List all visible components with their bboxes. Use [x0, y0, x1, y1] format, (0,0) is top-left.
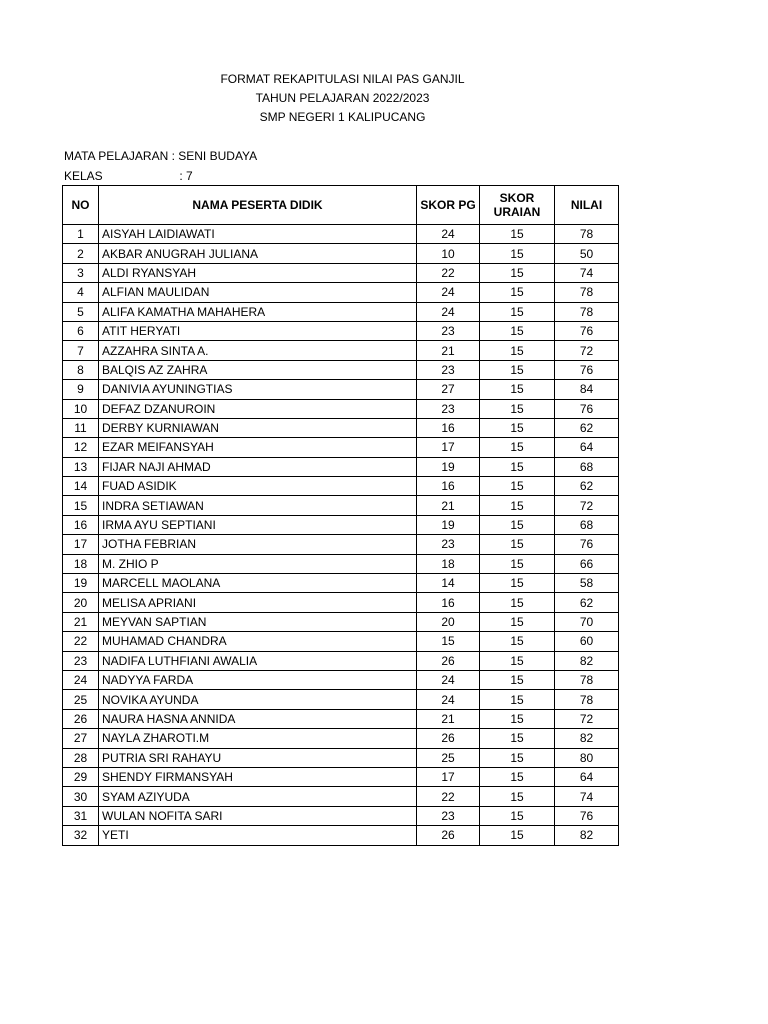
cell-student-name: YETI — [99, 826, 417, 845]
cell-student-name: PUTRIA SRI RAHAYU — [99, 748, 417, 767]
cell-skor-pg: 21 — [417, 496, 480, 515]
table-row — [63, 418, 619, 437]
cell-skor-pg: 22 — [417, 787, 480, 806]
cell-skor-uraian: 15 — [480, 612, 555, 631]
cell-no: 3 — [63, 263, 99, 282]
cell-student-name: DANIVIA AYUNINGTIAS — [99, 380, 417, 399]
table-row — [63, 670, 619, 689]
cell-skor-uraian: 15 — [480, 380, 555, 399]
cell-nilai: 62 — [555, 418, 619, 437]
cell-skor-uraian: 15 — [480, 225, 555, 244]
cell-skor-pg: 24 — [417, 690, 480, 709]
cell-skor-uraian: 15 — [480, 496, 555, 515]
cell-nilai: 78 — [555, 670, 619, 689]
cell-skor-uraian: 15 — [480, 670, 555, 689]
cell-skor-uraian: 15 — [480, 709, 555, 728]
document-title: FORMAT REKAPITULASI NILAI PAS GANJIL — [220, 72, 465, 86]
cell-skor-pg: 10 — [417, 244, 480, 263]
cell-nilai: 80 — [555, 748, 619, 767]
cell-student-name: M. ZHIO P — [99, 554, 417, 573]
cell-skor-pg: 18 — [417, 554, 480, 573]
table-row — [63, 612, 619, 631]
cell-nilai: 70 — [555, 612, 619, 631]
cell-student-name: NADYYA FARDA — [99, 670, 417, 689]
cell-nilai: 82 — [555, 651, 619, 670]
cell-skor-uraian: 15 — [480, 244, 555, 263]
cell-nilai: 64 — [555, 767, 619, 786]
table-row — [63, 690, 619, 709]
cell-skor-uraian: 15 — [480, 651, 555, 670]
cell-skor-pg: 15 — [417, 632, 480, 651]
cell-student-name: INDRA SETIAWAN — [99, 496, 417, 515]
cell-nilai: 76 — [555, 399, 619, 418]
cell-skor-uraian: 15 — [480, 477, 555, 496]
table-row — [63, 496, 619, 515]
table-row — [63, 826, 619, 845]
cell-no: 4 — [63, 283, 99, 302]
cell-no: 19 — [63, 574, 99, 593]
cell-nilai: 78 — [555, 283, 619, 302]
cell-skor-uraian: 15 — [480, 729, 555, 748]
cell-no: 30 — [63, 787, 99, 806]
cell-no: 16 — [63, 515, 99, 534]
cell-no: 10 — [63, 399, 99, 418]
cell-skor-uraian: 15 — [480, 341, 555, 360]
cell-skor-uraian: 15 — [480, 438, 555, 457]
cell-no: 18 — [63, 554, 99, 573]
cell-no: 28 — [63, 748, 99, 767]
cell-nilai: 84 — [555, 380, 619, 399]
cell-skor-pg: 24 — [417, 670, 480, 689]
cell-no: 2 — [63, 244, 99, 263]
cell-no: 29 — [63, 767, 99, 786]
cell-no: 5 — [63, 302, 99, 321]
cell-skor-pg: 20 — [417, 612, 480, 631]
cell-student-name: NADIFA LUTHFIANI AWALIA — [99, 651, 417, 670]
table-row — [63, 651, 619, 670]
subject-value: : SENI BUDAYA — [171, 149, 258, 163]
cell-nilai: 82 — [555, 729, 619, 748]
cell-skor-pg: 21 — [417, 709, 480, 728]
cell-skor-pg: 24 — [417, 283, 480, 302]
cell-skor-uraian: 15 — [480, 748, 555, 767]
cell-skor-uraian: 15 — [480, 535, 555, 554]
cell-no: 27 — [63, 729, 99, 748]
cell-skor-uraian: 15 — [480, 806, 555, 825]
table-row — [63, 321, 619, 340]
table-row — [63, 225, 619, 244]
cell-skor-pg: 19 — [417, 457, 480, 476]
cell-student-name: NAURA HASNA ANNIDA — [99, 709, 417, 728]
cell-nilai: 74 — [555, 787, 619, 806]
cell-student-name: ALFIAN MAULIDAN — [99, 283, 417, 302]
table-row — [63, 767, 619, 786]
cell-skor-uraian: 15 — [480, 632, 555, 651]
cell-skor-pg: 26 — [417, 651, 480, 670]
cell-skor-uraian: 15 — [480, 515, 555, 534]
table-row — [63, 515, 619, 534]
cell-student-name: DERBY KURNIAWAN — [99, 418, 417, 437]
cell-skor-pg: 16 — [417, 593, 480, 612]
cell-skor-pg: 17 — [417, 438, 480, 457]
cell-student-name: EZAR MEIFANSYAH — [99, 438, 417, 457]
cell-nilai: 50 — [555, 244, 619, 263]
cell-skor-pg: 23 — [417, 535, 480, 554]
table-row — [63, 244, 619, 263]
table-row — [63, 283, 619, 302]
cell-skor-uraian: 15 — [480, 826, 555, 845]
column-header-skor-uraian-line2: URAIAN — [493, 205, 541, 219]
cell-nilai: 76 — [555, 806, 619, 825]
cell-skor-pg: 23 — [417, 360, 480, 379]
subject-line — [64, 147, 257, 166]
cell-no: 21 — [63, 612, 99, 631]
school-name: SMP NEGERI 1 KALIPUCANG — [259, 110, 426, 124]
cell-student-name: ALIFA KAMATHA MAHAHERA — [99, 302, 417, 321]
cell-skor-pg: 23 — [417, 806, 480, 825]
column-header-name: NAMA PESERTA DIDIK — [99, 186, 417, 225]
class-line — [64, 167, 193, 186]
cell-nilai: 78 — [555, 302, 619, 321]
cell-nilai: 82 — [555, 826, 619, 845]
cell-nilai: 76 — [555, 535, 619, 554]
cell-student-name: BALQIS AZ ZAHRA — [99, 360, 417, 379]
cell-no: 20 — [63, 593, 99, 612]
cell-skor-pg: 25 — [417, 748, 480, 767]
cell-student-name: MEYVAN SAPTIAN — [99, 612, 417, 631]
cell-student-name: MELISA APRIANI — [99, 593, 417, 612]
cell-no: 8 — [63, 360, 99, 379]
cell-skor-uraian: 15 — [480, 418, 555, 437]
cell-no: 22 — [63, 632, 99, 651]
class-value: : 7 — [179, 169, 193, 183]
cell-skor-uraian: 15 — [480, 554, 555, 573]
cell-no: 13 — [63, 457, 99, 476]
cell-skor-pg: 24 — [417, 225, 480, 244]
cell-nilai: 72 — [555, 341, 619, 360]
class-label: KELAS — [64, 169, 103, 183]
cell-skor-uraian: 15 — [480, 574, 555, 593]
column-header-nilai: NILAI — [555, 186, 619, 225]
cell-skor-pg: 24 — [417, 302, 480, 321]
cell-skor-pg: 22 — [417, 263, 480, 282]
cell-skor-pg: 19 — [417, 515, 480, 534]
cell-no: 6 — [63, 321, 99, 340]
cell-nilai: 72 — [555, 709, 619, 728]
table-row — [63, 593, 619, 612]
table-row — [63, 438, 619, 457]
table-row — [63, 341, 619, 360]
table-row — [63, 380, 619, 399]
cell-student-name: SHENDY FIRMANSYAH — [99, 767, 417, 786]
cell-skor-uraian: 15 — [480, 399, 555, 418]
cell-no: 31 — [63, 806, 99, 825]
cell-no: 23 — [63, 651, 99, 670]
cell-student-name: NAYLA ZHAROTI.M — [99, 729, 417, 748]
cell-nilai: 76 — [555, 360, 619, 379]
cell-student-name: AISYAH LAIDIAWATI — [99, 225, 417, 244]
cell-student-name: MUHAMAD CHANDRA — [99, 632, 417, 651]
table-row — [63, 554, 619, 573]
cell-skor-pg: 16 — [417, 418, 480, 437]
table-row — [63, 574, 619, 593]
cell-nilai: 72 — [555, 496, 619, 515]
cell-no: 26 — [63, 709, 99, 728]
cell-skor-pg: 27 — [417, 380, 480, 399]
cell-no: 9 — [63, 380, 99, 399]
cell-nilai: 78 — [555, 690, 619, 709]
cell-student-name: AZZAHRA SINTA A. — [99, 341, 417, 360]
cell-student-name: FUAD ASIDIK — [99, 477, 417, 496]
table-row — [63, 263, 619, 282]
cell-skor-uraian: 15 — [480, 263, 555, 282]
cell-nilai: 78 — [555, 225, 619, 244]
cell-student-name: WULAN NOFITA SARI — [99, 806, 417, 825]
cell-no: 1 — [63, 225, 99, 244]
cell-nilai: 68 — [555, 515, 619, 534]
table-row — [63, 787, 619, 806]
cell-student-name: MARCELL MAOLANA — [99, 574, 417, 593]
cell-no: 17 — [63, 535, 99, 554]
cell-no: 15 — [63, 496, 99, 515]
cell-skor-pg: 23 — [417, 399, 480, 418]
cell-no: 24 — [63, 670, 99, 689]
cell-skor-uraian: 15 — [480, 457, 555, 476]
cell-student-name: IRMA AYU SEPTIANI — [99, 515, 417, 534]
cell-no: 12 — [63, 438, 99, 457]
table-row — [63, 535, 619, 554]
cell-skor-pg: 14 — [417, 574, 480, 593]
cell-skor-uraian: 15 — [480, 593, 555, 612]
cell-skor-uraian: 15 — [480, 690, 555, 709]
cell-skor-pg: 17 — [417, 767, 480, 786]
cell-student-name: FIJAR NAJI AHMAD — [99, 457, 417, 476]
cell-skor-pg: 21 — [417, 341, 480, 360]
cell-no: 14 — [63, 477, 99, 496]
cell-student-name: JOTHA FEBRIAN — [99, 535, 417, 554]
cell-student-name: ATIT HERYATI — [99, 321, 417, 340]
cell-student-name: NOVIKA AYUNDA — [99, 690, 417, 709]
cell-skor-uraian: 15 — [480, 787, 555, 806]
cell-no: 25 — [63, 690, 99, 709]
cell-student-name: DEFAZ DZANUROIN — [99, 399, 417, 418]
table-row — [63, 709, 619, 728]
column-header-no: NO — [63, 186, 99, 225]
cell-no: 11 — [63, 418, 99, 437]
cell-nilai: 62 — [555, 593, 619, 612]
cell-nilai: 62 — [555, 477, 619, 496]
cell-nilai: 60 — [555, 632, 619, 651]
cell-nilai: 74 — [555, 263, 619, 282]
cell-student-name: SYAM AZIYUDA — [99, 787, 417, 806]
table-row — [63, 806, 619, 825]
table-row — [63, 748, 619, 767]
academic-year: TAHUN PELAJARAN 2022/2023 — [255, 91, 430, 105]
cell-nilai: 76 — [555, 321, 619, 340]
cell-no: 7 — [63, 341, 99, 360]
column-header-skor-pg: SKOR PG — [417, 186, 480, 225]
cell-nilai: 58 — [555, 574, 619, 593]
cell-skor-uraian: 15 — [480, 283, 555, 302]
cell-skor-uraian: 15 — [480, 767, 555, 786]
cell-nilai: 68 — [555, 457, 619, 476]
column-header-skor-uraian — [480, 186, 555, 225]
grades-table — [62, 185, 619, 846]
cell-skor-uraian: 15 — [480, 360, 555, 379]
cell-skor-uraian: 15 — [480, 302, 555, 321]
subject-label: MATA PELAJARAN — [64, 149, 169, 163]
cell-skor-pg: 16 — [417, 477, 480, 496]
cell-student-name: AKBAR ANUGRAH JULIANA — [99, 244, 417, 263]
cell-nilai: 66 — [555, 554, 619, 573]
cell-skor-pg: 26 — [417, 729, 480, 748]
cell-no: 32 — [63, 826, 99, 845]
table-row — [63, 399, 619, 418]
cell-skor-uraian: 15 — [480, 321, 555, 340]
table-body — [63, 225, 619, 846]
table-row — [63, 632, 619, 651]
table-row — [63, 477, 619, 496]
table-header-row — [63, 186, 619, 225]
column-header-skor-uraian-line1: SKOR — [499, 191, 535, 205]
table-row — [63, 457, 619, 476]
table-row — [63, 302, 619, 321]
table-row — [63, 729, 619, 748]
cell-nilai: 64 — [555, 438, 619, 457]
cell-skor-pg: 26 — [417, 826, 480, 845]
cell-skor-pg: 23 — [417, 321, 480, 340]
cell-student-name: ALDI RYANSYAH — [99, 263, 417, 282]
table-row — [63, 360, 619, 379]
